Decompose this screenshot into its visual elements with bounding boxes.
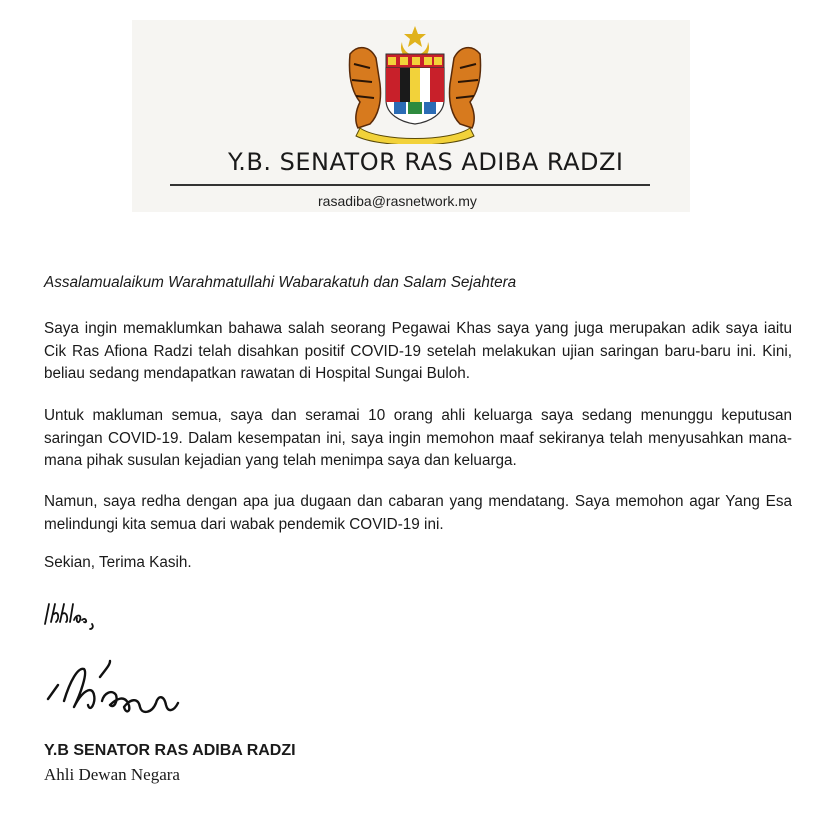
letterhead-divider bbox=[170, 184, 650, 186]
coat-of-arms-icon bbox=[340, 24, 490, 144]
paragraph-2: Untuk makluman semua, saya dan seramai 10 orang ahli keluarga saya sedang menunggu keputusan saringan COVID-19. Dalam kesempatan ini, saya ingin memohon maaf sekiranya telah menyusahkan mana-mana pihak susulan kejadian yang telah menimpa saya dan keluarga. bbox=[44, 407, 792, 469]
letterhead-name: Y.B. SENATOR RAS ADIBA RADZI bbox=[228, 148, 624, 176]
signature bbox=[44, 655, 204, 733]
signatory-title: Ahli Dewan Negara bbox=[44, 765, 180, 784]
greeting: Assalamualaikum Warahmatullahi Wabarakatuh dan Salam Sejahtera bbox=[44, 274, 517, 291]
signatory-name: Y.B SENATOR RAS ADIBA RADZI bbox=[44, 742, 296, 759]
paragraph-3: Namun, saya redha dengan apa jua dugaan dan cabaran yang mendatang. Saya memohon agar Yang Esa melindungi kita semua dari wabak pendemik COVID-19 ini. bbox=[44, 493, 792, 533]
handwritten-ikhlas bbox=[42, 598, 106, 630]
letterhead-email: rasadiba@rasnetwork.my bbox=[318, 193, 477, 209]
closing-line: Sekian, Terima Kasih. bbox=[44, 554, 192, 571]
paragraph-1: Saya ingin memaklumkan bahawa salah seorang Pegawai Khas saya yang juga merupakan adik saya iaitu Cik Ras Afiona Radzi telah disahkan positif COVID-19 setelah melakukan ujian saringan baru-baru ini. Kini, beliau sedang mendapatkan rawatan di Hospital Sungai Buloh. bbox=[44, 320, 792, 382]
